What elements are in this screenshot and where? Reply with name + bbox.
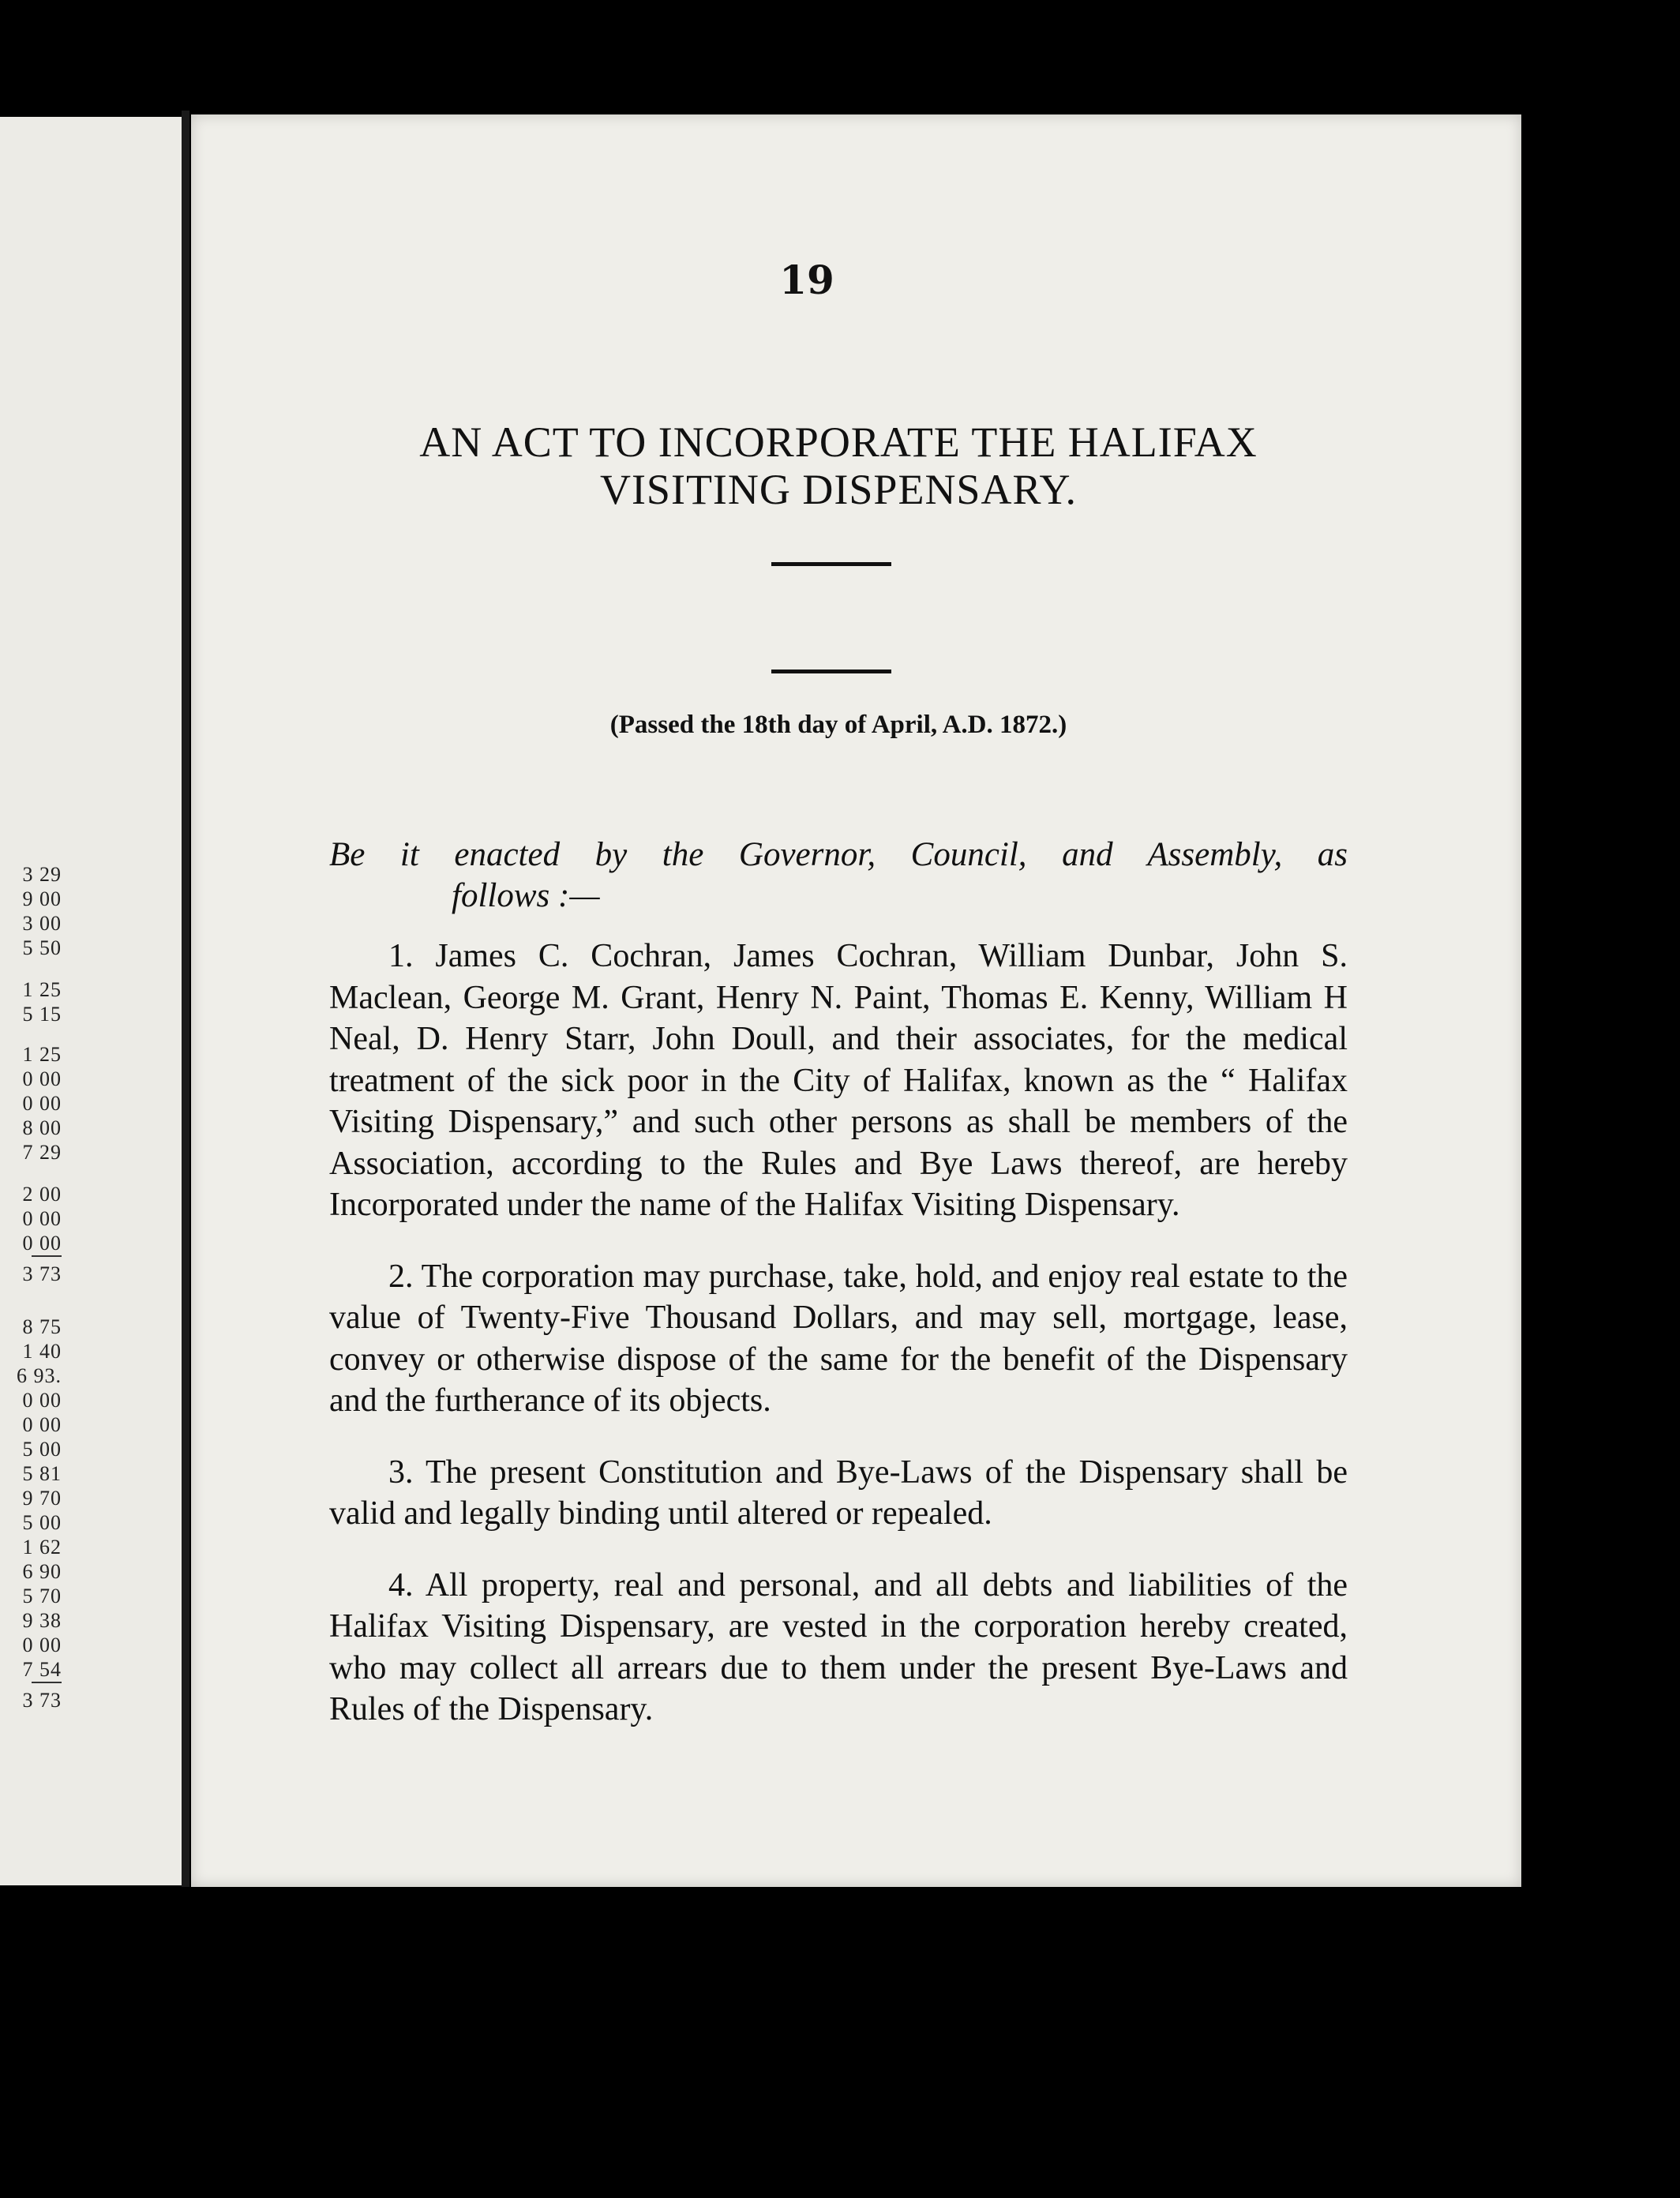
ledger-value: 1 25: [22, 978, 62, 1001]
enacting-clause: [329, 835, 1348, 917]
ledger-value: 8 75: [22, 1315, 62, 1338]
ledger-value: 5 81: [22, 1462, 62, 1485]
ledger-value: 5 00: [22, 1511, 62, 1534]
title-divider: [771, 562, 891, 566]
document-page: [191, 114, 1521, 1887]
ledger-value: 7 29: [22, 1141, 62, 1164]
act-title-line: VISITING DISPENSARY.: [599, 466, 1078, 513]
ledger-value: 6 93.: [17, 1364, 62, 1387]
act-sections: [329, 936, 1348, 1761]
ledger-value: 9 70: [22, 1487, 62, 1510]
ledger-value: 0 00: [22, 1389, 62, 1412]
section-3: 3. The present Constitution and Bye-Laws of the Dispensary shall be valid and legally binding until altered or repealed.: [329, 1453, 1348, 1532]
ledger-value: 5 70: [22, 1585, 62, 1607]
ledger-value: 2 00: [22, 1183, 62, 1206]
ledger-value: 9 00: [22, 887, 62, 910]
act-title: [325, 418, 1352, 513]
ledger-total: 3 73: [22, 1262, 62, 1285]
ledger-column: [0, 862, 62, 1712]
section-4: 4. All property, real and personal, and all debts and liabilities of the Halifax Visiting Dispensary, are vested in the corporation hereby created, who may collect all arrears due to them under the present Bye-Laws and Rules of the Dispensary.: [329, 1566, 1348, 1727]
ledger-value: 1 25: [22, 1043, 62, 1066]
ledger-value: 0 00: [22, 1207, 62, 1230]
ledger-rule: [32, 1255, 62, 1262]
ledger-rule: [32, 1682, 62, 1688]
ledger-group: [0, 977, 62, 1026]
ledger-total: 3 73: [22, 1689, 62, 1712]
ledger-value: 0 00: [22, 1232, 62, 1255]
ledger-value: 5 50: [22, 936, 62, 959]
ledger-group: [0, 862, 62, 960]
ledger-group: [0, 1182, 62, 1255]
section-1: 1. James C. Cochran, James Cochran, William Dunbar, John S. Maclean, George M. Grant, Henry N. Paint, Thomas E. Kenny, William H Neal, D. Henry Starr, John Doull, and their associates, for the medical treatment of the sick poor in the City of Halifax, known as the “ Halifax Visiting Dispensary,” and such other persons as shall be members of the Association, according to the Rules and Bye Laws thereof, are hereby Incorporated under the name of the Halifax Visiting Dispensary.: [329, 938, 1348, 1223]
section-2: 2. The corporation may purchase, take, hold, and enjoy real estate to the value of Twenty-Five Thousand Dollars, and may sell, mortgage, lease, convey or otherwise dispose of the same for the benefit of the Dispensary and the furtherance of its objects.: [329, 1258, 1348, 1419]
ledger-value: 3 00: [22, 912, 62, 935]
book-spine: [182, 111, 189, 1887]
act-title-line: AN ACT TO INCORPORATE THE HALIFAX: [419, 418, 1258, 466]
ledger-value: 1 40: [22, 1340, 62, 1363]
ledger-value: 3 29: [22, 863, 62, 886]
ledger-value: 6 90: [22, 1560, 62, 1583]
ledger-value: 8 00: [22, 1116, 62, 1139]
ledger-group: [0, 1042, 62, 1165]
ledger-value: 5 15: [22, 1003, 62, 1026]
ledger-value: 0 00: [22, 1413, 62, 1436]
enacting-line: Be it enacted by the Governor, Council, and Assembly, as: [329, 836, 1348, 873]
ledger-value: 5 00: [22, 1438, 62, 1461]
passed-divider: [771, 670, 891, 673]
ledger-value: 0 00: [22, 1067, 62, 1090]
enacting-line: follows :—: [452, 877, 600, 914]
ledger-value: 0 00: [22, 1092, 62, 1115]
passed-date: (Passed the 18th day of April, A.D. 1872.): [609, 711, 1067, 739]
ledger-value: 0 00: [22, 1633, 62, 1656]
ledger-group: [0, 1315, 62, 1682]
page-number: 19: [779, 257, 834, 303]
ledger-value: 9 38: [22, 1609, 62, 1632]
ledger-value: 1 62: [22, 1536, 62, 1558]
ledger-value: 7 54: [22, 1658, 62, 1681]
